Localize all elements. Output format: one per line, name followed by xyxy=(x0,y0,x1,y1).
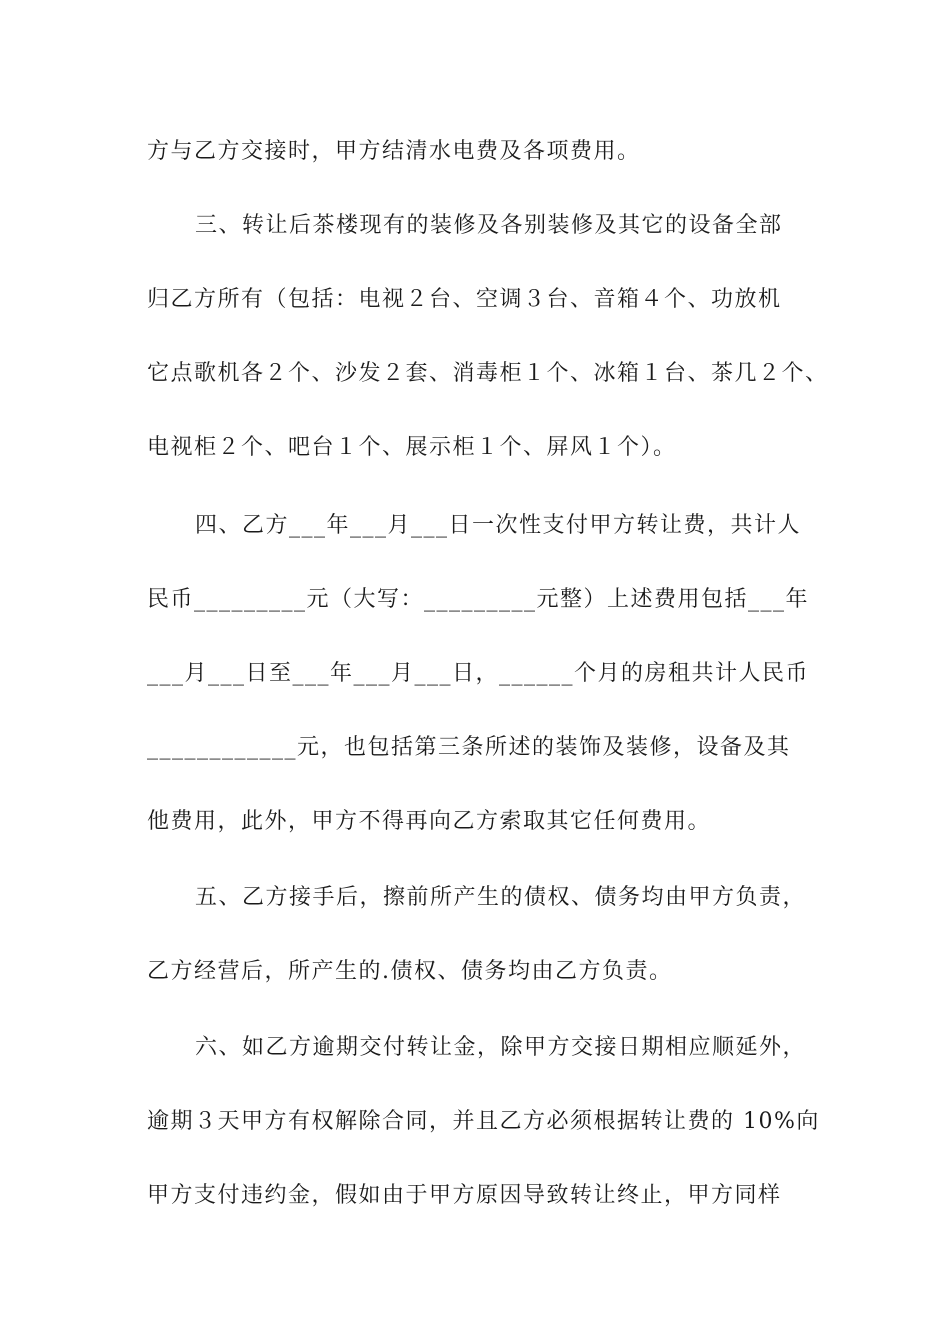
text-line: ____________元，也包括第三条所述的装饰及装修，设备及其 xyxy=(147,735,791,760)
text-line: 乙方经营后，所产生的.债权、债务均由乙方负责。 xyxy=(147,959,673,984)
text-line: 归乙方所有（包括：电视２台、空调３台、音箱４个、功放机 xyxy=(147,287,782,312)
text-line: ___月___日至___年___月___日，______个月的房租共计人民币 xyxy=(147,661,810,686)
clause-five-line: 五、乙方接手后，擦前所产生的债权、债务均由甲方负责， xyxy=(195,885,807,910)
clause-three-line: 三、转让后茶楼现有的装修及各别装修及其它的设备全部 xyxy=(195,213,783,238)
clause-four-line: 四、乙方___年___月___日一次性支付甲方转让费，共计人 xyxy=(195,513,802,538)
text-line: 逾期３天甲方有权解除合同，并且乙方必须根据转让费的 10%向 xyxy=(147,1109,820,1134)
text-line: 它点歌机各２个、沙发２套、消毒柜１个、冰箱１台、茶几２个、 xyxy=(147,361,829,386)
text-line: 甲方支付违约金，假如由于甲方原因导致转让终止，甲方同样 xyxy=(147,1183,782,1208)
text-line: 民币_________元（大写：_________元整）上述费用包括___年 xyxy=(147,587,810,612)
text-line: 他费用，此外，甲方不得再向乙方索取其它任何费用。 xyxy=(147,809,712,834)
clause-six-line: 六、如乙方逾期交付转让金，除甲方交接日期相应顺延外， xyxy=(195,1035,807,1060)
text-line: 电视柜２个、吧台１个、展示柜１个、屏风１个）。 xyxy=(147,435,677,460)
text-line: 方与乙方交接时，甲方结清水电费及各项费用。 xyxy=(147,139,641,164)
